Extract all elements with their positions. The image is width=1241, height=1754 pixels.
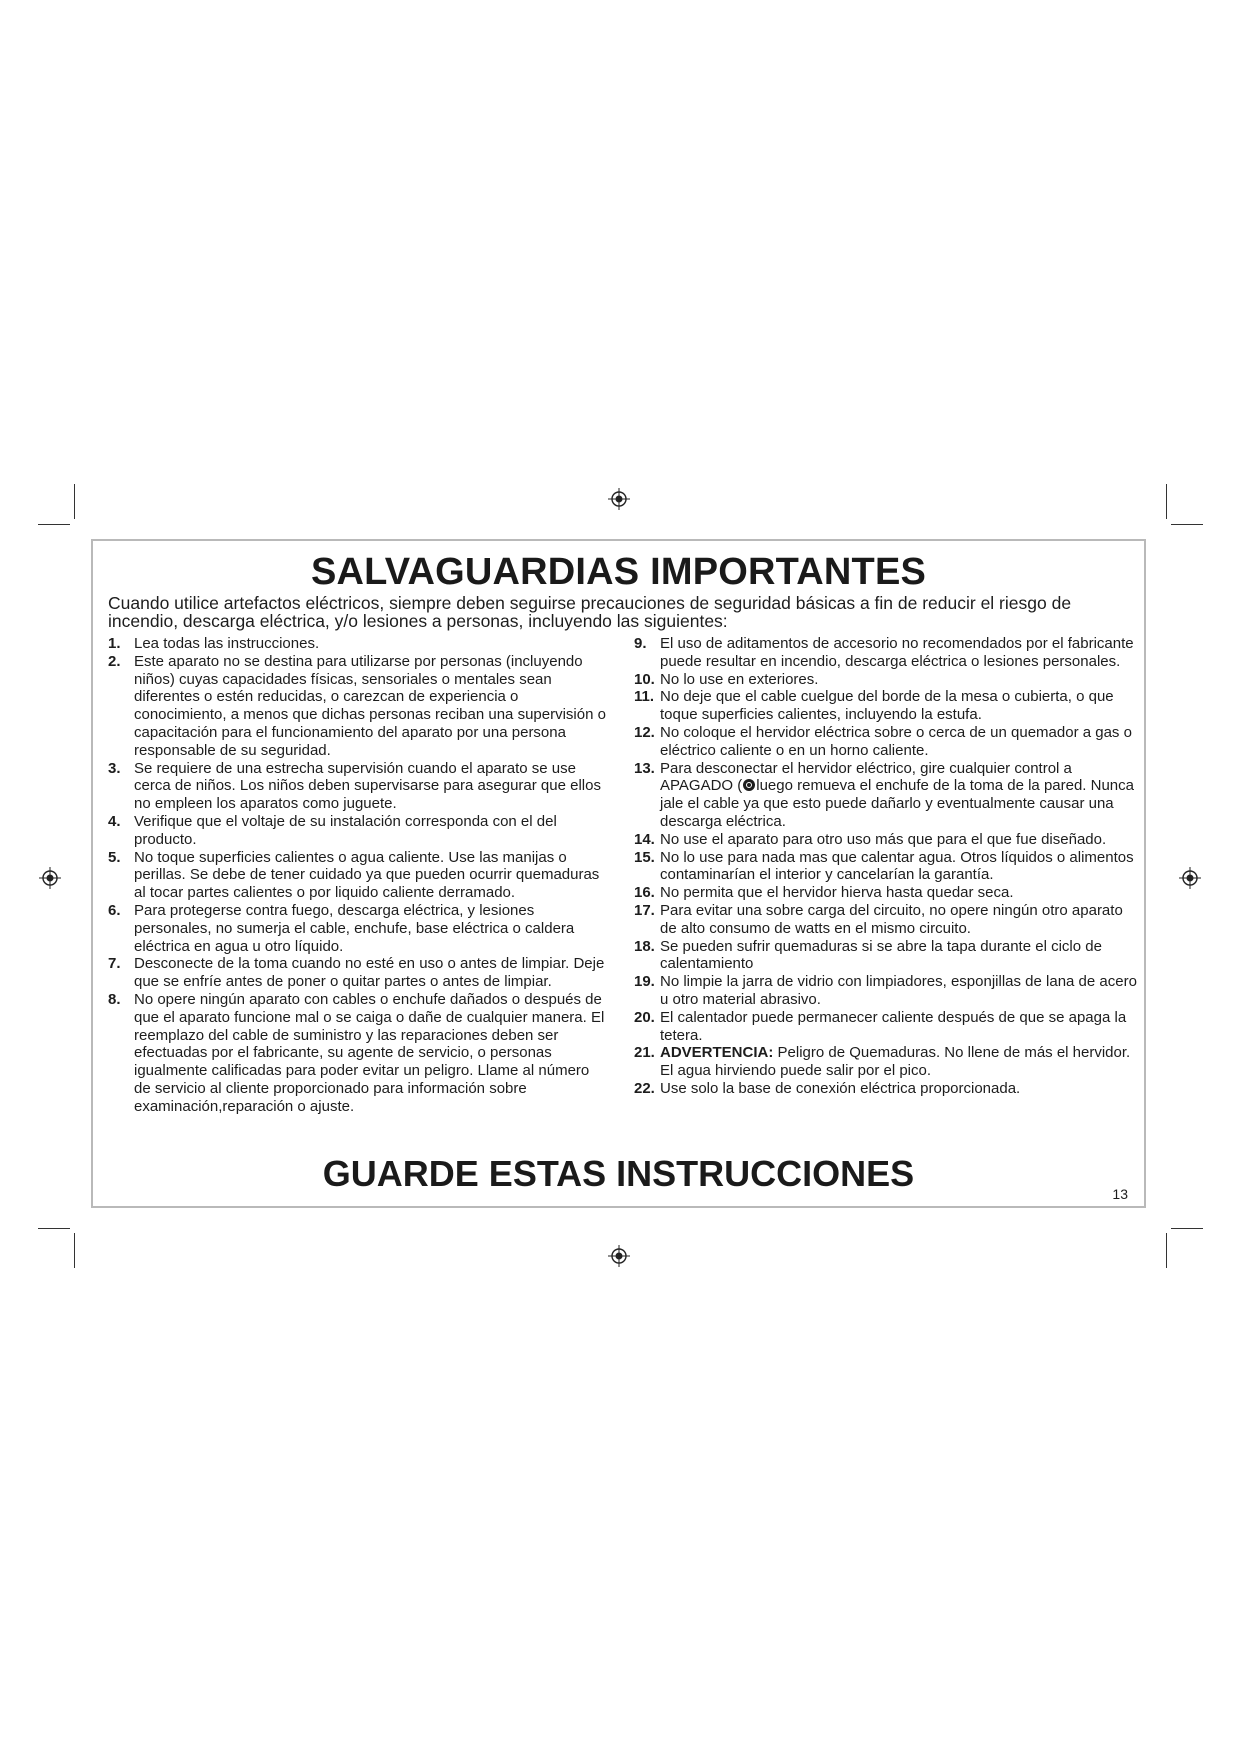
item-text: El calentador puede permanecer caliente después de que se apaga la tetera. — [660, 1008, 1127, 1044]
item-number: 11. — [634, 688, 655, 706]
item-text: Peligro de Quemaduras. No llene de más el hervidor. El agua hirviendo puede salir por el pico. — [660, 1044, 1131, 1080]
item-number: 3. — [108, 759, 121, 777]
item-text: El uso de aditamentos de accesorio no recomendados por el fabricante puede resultar en incendio, descarga eléctrica o lesiones personales. — [660, 635, 1134, 670]
item-text: Para evitar una sobre carga del circuito, no opere ningún otro aparato de alto consumo de watts en el mismo circuito. — [660, 901, 1123, 937]
list-item — [108, 635, 608, 653]
item-text: Se requiere de una estrecha supervisión cuando el aparato se use cerca de niños. Los niños deben supervisarse para asegurar que ellos no empleen los aparatos como juguete. — [134, 759, 601, 813]
item-number: 8. — [108, 990, 121, 1008]
item-text: Verifique que el voltaje de su instalación corresponda con el del producto. — [134, 812, 557, 848]
registration-mark-icon — [39, 867, 61, 889]
power-off-icon — [743, 779, 755, 791]
item-text: No coloque el hervidor eléctrica sobre o cerca de un quemador a gas o eléctrico caliente o en un horno caliente. — [660, 723, 1132, 759]
list-item — [108, 902, 608, 955]
crop-mark — [1166, 1233, 1167, 1268]
item-text: No lo use para nada mas que calentar agua. Otros líquidos o alimentos contaminarían el interior y cancelarían la garantía. — [660, 848, 1134, 884]
list-item — [108, 955, 608, 991]
item-number: 16. — [634, 884, 655, 902]
item-number: 4. — [108, 812, 121, 830]
registration-mark-icon — [1179, 867, 1201, 889]
list-item — [634, 902, 1139, 938]
page-number: 13 — [1112, 1186, 1128, 1202]
item-text: No toque superficies calientes o agua caliente. Use las manijas o perillas. Se debe de tener cuidado ya que pueden ocurrir quemaduras al tocar partes calientes o por liquido caliente derramado. — [134, 848, 600, 902]
item-text: Lea todas las instrucciones. — [134, 635, 320, 652]
item-number: 12. — [634, 723, 655, 741]
crop-mark — [38, 1228, 70, 1229]
list-item — [108, 760, 608, 813]
crop-mark — [1171, 1228, 1203, 1229]
item-text: Use solo la base de conexión eléctrica proporcionada. — [660, 1079, 1021, 1097]
item-text: Para protegerse contra fuego, descarga eléctrica, y lesiones personales, no sumerja el cable, enchufe, base eléctrica o caldera eléctrica en agua u otro líquido. — [134, 901, 575, 955]
footer-heading: GUARDE ESTAS INSTRUCCIONES — [322, 1153, 915, 1194]
list-item — [108, 991, 608, 1116]
item-number: 7. — [108, 955, 121, 973]
item-text: No opere ningún aparato con cables o enchufe dañados o después de que el aparato funcione mal o se caiga o dañe de cualquier manera. El reemplazo del cable de suministro y las reparaciones deben ser efectuadas por el fabricante, su agente de servicio, o personas igualmente calificadas para poder evitar un peligro. Llame al número de servicio al cliente proporcionado para información sobre examinación,reparación o ajuste. — [134, 990, 605, 1115]
list-item — [108, 849, 608, 902]
list-item — [634, 938, 1139, 974]
item-number: 10. — [634, 670, 655, 688]
item-number: 21. — [634, 1044, 655, 1062]
crop-mark — [1171, 524, 1203, 525]
item-number: 5. — [108, 848, 121, 866]
item-text: luego remueva el enchufe de la toma de la pared. Nunca jale el cable ya que esto puede dañarlo y eventualmente causar una descarga eléctrica. — [660, 777, 1134, 830]
list-item — [634, 884, 1139, 902]
list-item — [634, 1009, 1139, 1045]
list-item — [108, 813, 608, 849]
right-column — [634, 635, 1139, 1098]
list-item — [634, 1044, 1139, 1080]
crop-mark — [74, 1233, 75, 1268]
item-number: 6. — [108, 901, 121, 919]
item-number: 19. — [634, 973, 655, 991]
registration-mark-icon — [608, 488, 630, 510]
page-title: SALVAGUARDIAS IMPORTANTES — [310, 551, 927, 593]
item-text: No use el aparato para otro uso más que para el que fue diseñado. — [660, 830, 1107, 848]
item-number: 9. — [634, 635, 647, 652]
list-item — [634, 635, 1139, 671]
item-number: 18. — [634, 937, 655, 955]
left-column — [108, 635, 608, 1116]
item-number: 13. — [634, 759, 655, 777]
item-text: No permita que el hervidor hierva hasta quedar seca. — [660, 884, 1014, 902]
item-text: Se pueden sufrir quemaduras si se abre la tapa durante el ciclo de calentamiento — [660, 937, 1102, 973]
safeguards-panel — [91, 539, 1146, 1208]
list-item — [634, 688, 1139, 724]
item-number: 22. — [634, 1079, 655, 1097]
list-item — [634, 849, 1139, 885]
item-number: 14. — [634, 830, 655, 848]
item-number: 1. — [108, 635, 121, 652]
item-number: 20. — [634, 1008, 655, 1026]
list-item — [108, 653, 608, 760]
crop-mark — [38, 524, 70, 525]
intro-paragraph: Cuando utilice artefactos eléctricos, siempre deben seguirse precauciones de seguridad básicas a fin de reducir el riesgo de incendio, descarga eléctrica, y/o lesiones a personas, incluyendo las siguientes: — [108, 593, 1072, 631]
item-number: 17. — [634, 901, 655, 919]
item-number: 15. — [634, 848, 655, 866]
item-number: 2. — [108, 652, 121, 670]
item-text: Para desconectar el hervidor eléctrico, gire cualquier control a APAGADO ( — [660, 759, 1072, 795]
item-text: No lo use en exteriores. — [660, 670, 819, 688]
list-item — [634, 973, 1139, 1009]
item-text: No deje que el cable cuelgue del borde de la mesa o cubierta, o que toque superficies calientes, incluyendo la estufa. — [660, 688, 1114, 724]
crop-mark — [74, 484, 75, 519]
warning-label: ADVERTENCIA: — [660, 1044, 774, 1062]
item-text: Desconecte de la toma cuando no esté en uso o antes de limpiar. Deje que se enfríe antes de poner o quitar partes o antes de limpiar. — [134, 955, 605, 991]
list-item — [634, 831, 1139, 849]
list-item — [634, 760, 1139, 831]
list-item — [634, 724, 1139, 760]
item-text: No limpie la jarra de vidrio con limpiadores, esponjillas de lana de acero u otro material abrasivo. — [660, 973, 1137, 1008]
list-item — [634, 671, 1139, 689]
item-text: Este aparato no se destina para utilizarse por personas (incluyendo niños) cuyas capacidades físicas, sensoriales o mentales sean diferentes o estén reducidas, o carezcan de experiencia o conocimiento, a menos que dichas personas reciban una supervisión o capacitación para el funcionamiento del aparato por una persona responsable de su seguridad. — [134, 652, 606, 759]
list-item — [634, 1080, 1139, 1098]
crop-mark — [1166, 484, 1167, 519]
registration-mark-icon — [608, 1245, 630, 1267]
